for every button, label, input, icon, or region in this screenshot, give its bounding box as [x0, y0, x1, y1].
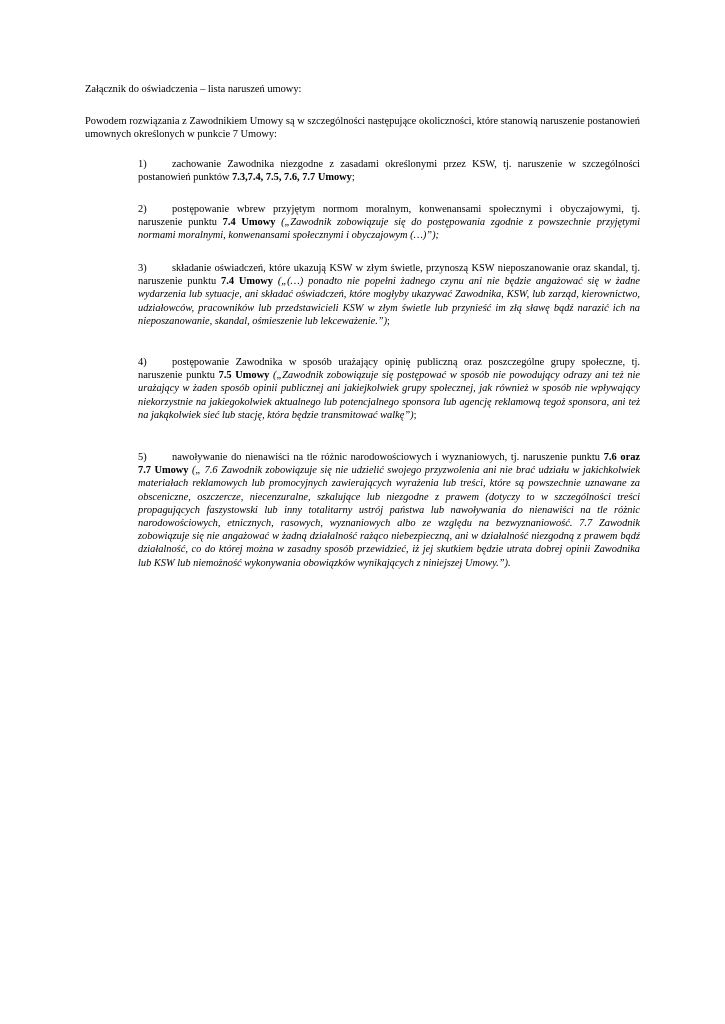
- item-quote: („(…) ponadto nie popełni żadnego czynu ani nie będzie angażować się w żadne wydarzenia lub sytuacje, ani składać oświadczeń, które mogłyby ukazywać Zawodnika, KSW, lub zarząd, kierownictwo, udziałowców, pracowników lub przedstawicieli KSW w złym świetle lub przynieść im złą sławę bądź narazić ich na nieposzanowanie, skandal, ośmieszenie lub lekceważenie.”): [138, 276, 640, 327]
- item-tail: ;: [351, 172, 355, 184]
- intro-paragraph: Powodem rozwiązania z Zawodnikiem Umowy są w szczególności następujące okoliczności, które stanowią naruszenie postanowień umownych określonych w punkcie 7 Umowy:: [85, 116, 640, 141]
- item-number: 1): [138, 159, 147, 170]
- item-bold-reference: 7.4 Umowy: [222, 217, 276, 229]
- item-text: składanie oświadczeń, które ukazują KSW w złym świetle, przynoszą KSW nieposzanowanie oraz skandal, tj. naruszenie punktu: [138, 263, 640, 288]
- item-bold-reference: 7.5 Umowy: [218, 370, 270, 382]
- item-bold-reference: 7.6 oraz 7.7 Umowy: [138, 452, 641, 477]
- item-number: 4): [138, 357, 147, 368]
- item-bold-reference: 7.4 Umowy: [221, 276, 273, 288]
- list-item: [138, 203, 640, 243]
- item-bold-reference: 7.3,7.4, 7.5, 7.6, 7.7 Umowy: [232, 172, 352, 184]
- item-quote: („ 7.6 Zawodnik zobowiązuje się nie udzielić swojego przyzwolenia ani nie brać udziału w jakichkolwiek materiałach reklamowych lub promocyjnych zawierających wyrażenia lub treści, które są powszechnie uznawane za obsceniczne, oszczercze, niecenzuralne, szkalujące lub niezgodne z prawem (dotyczy to w szczególności treści propagujących faszystowski lub inny totalitarny ustrój państwa lub nawoływania do nienawiści na tle różnic narodowościowych, etnicznych, rasowych, wyznaniowych albo ze względu na bezwyznaniowość. 7.7 Zawodnik zobowiązuje się nie angażować w żadną działalność rażąco niebezpieczną, ani w działalność niezgodną z prawem bądź działalność, co do której można w zasadny sposób przewidzieć, iż jej skutkiem będzie utrata dobrej opinii Zawodnika lub KSW lub niemożność wykonywania obowiązków wynikających z niniejszej Umowy.”).: [138, 465, 641, 569]
- item-text: postępowanie Zawodnika w sposób urażający opinię publiczną oraz poszczególne grupy społeczne, tj. naruszenie punktu: [138, 357, 640, 382]
- item-number: 3): [138, 263, 147, 274]
- list-item: [138, 262, 640, 328]
- item-text: nawoływanie do nienawiści na tle różnic narodowościowych i wyznaniowych, tj. naruszenie punktu: [172, 452, 604, 463]
- item-tail: ;: [413, 409, 417, 421]
- attachment-heading: Załącznik do oświadczenia – lista naruszeń umowy:: [85, 84, 302, 95]
- item-quote: („Zawodnik zobowiązuje się do postępowania zgodnie z powszechnie przyjętymi normami moralnymi, konwenansami społecznymi i obyczajowym (…)”);: [138, 217, 641, 242]
- item-number: 2): [138, 204, 147, 215]
- list-item: [138, 451, 640, 570]
- item-text: postępowanie wbrew przyjętym normom moralnym, konwenansami społecznymi i obyczajowymi, tj. naruszenie punktu: [138, 204, 640, 229]
- item-number: 5): [138, 452, 147, 463]
- item-tail: ;: [387, 315, 390, 327]
- item-text: zachowanie Zawodnika niezgodne z zasadami określonymi przez KSW, tj. naruszenie w szczególności postanowień punktów: [138, 159, 640, 184]
- list-item: [138, 158, 640, 184]
- item-quote: („Zawodnik zobowiązuje się postępować w sposób nie powodujący odrazy ani też nie urażający w żaden sposób opinii publicznej ani jakiejkolwiek grupy społecznej, jak również w sposób nie wpływający niekorzystnie na jakiegokolwiek aktualnego lub potencjalnego sponsora lub agencję reklamową tegoż sponsora, ani też na jakąkolwiek sieć lub stację, która będzie transmitować walkę”): [138, 370, 641, 421]
- list-item: [138, 356, 640, 422]
